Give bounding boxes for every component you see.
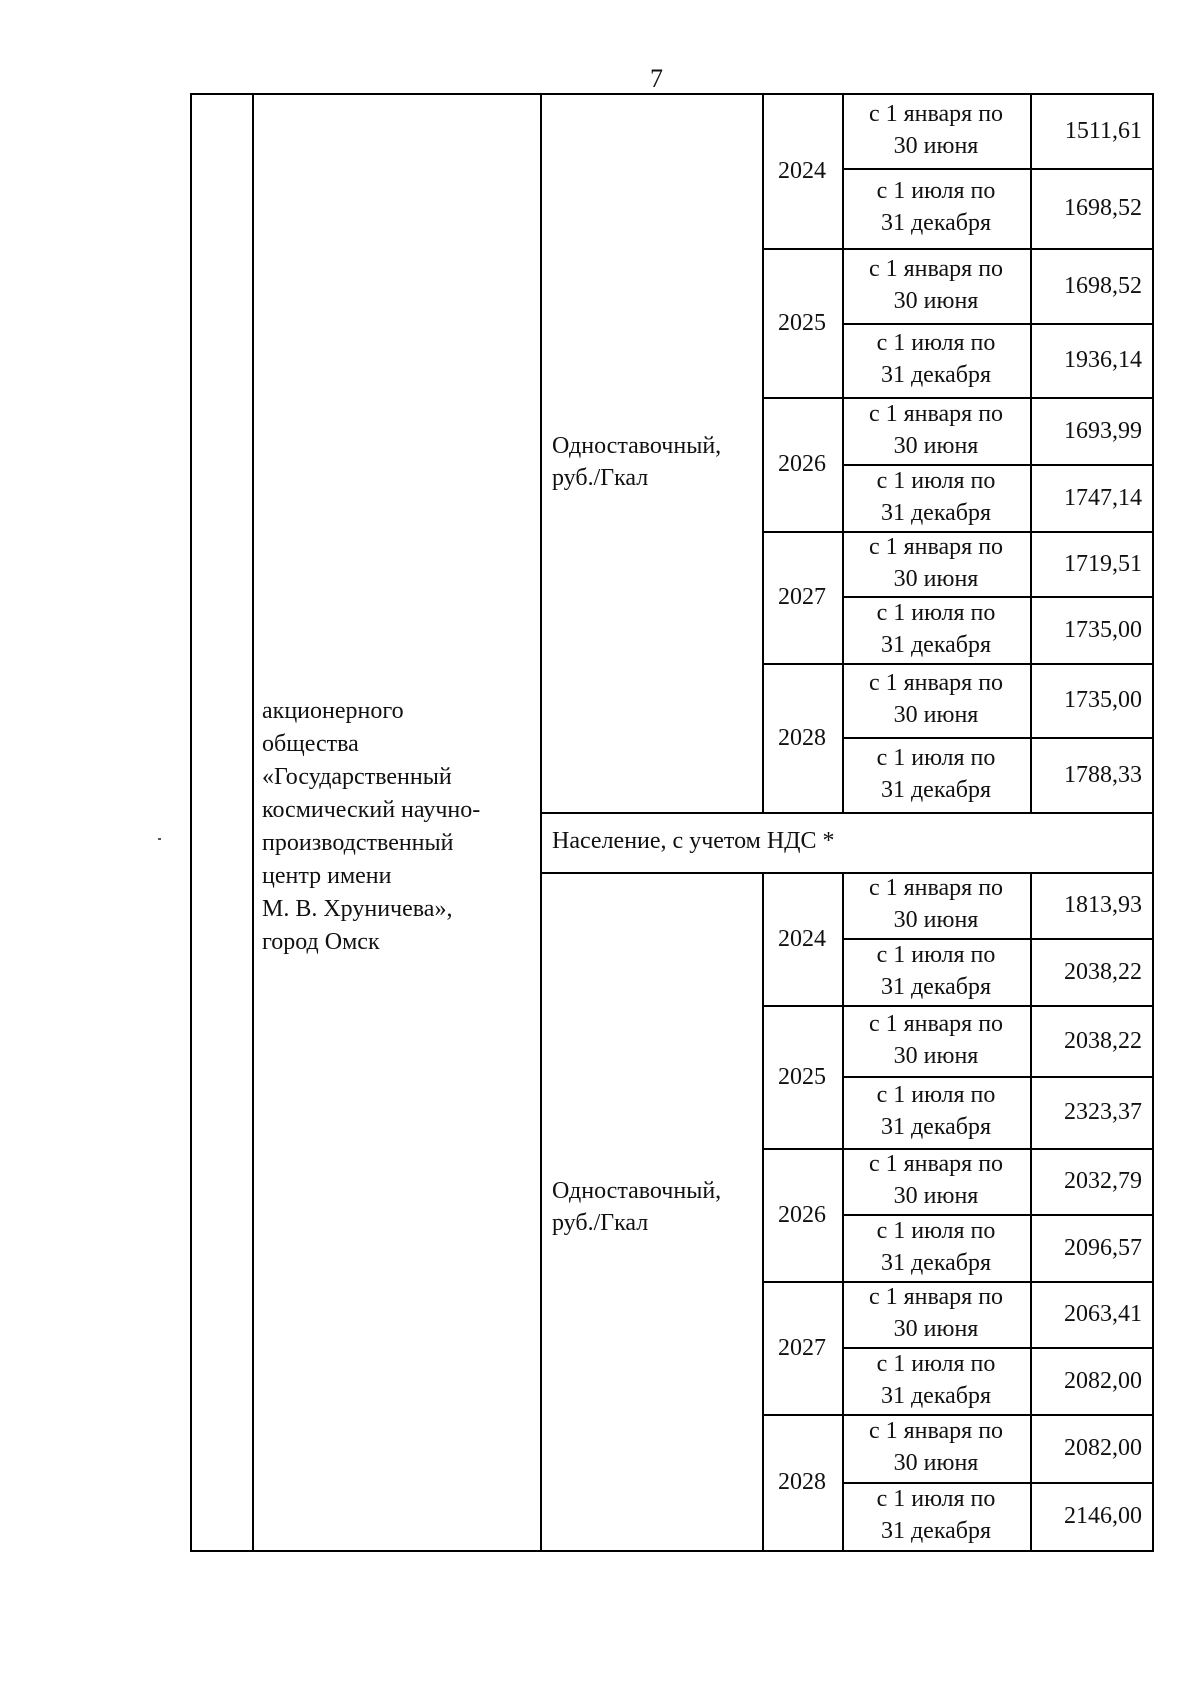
tariff-value: 1511,61 <box>1064 117 1142 144</box>
period-end-line: 31 декабря <box>880 1249 992 1276</box>
period-end-line: 31 декабря <box>880 362 992 388</box>
period-end-line: 30 июня <box>893 907 979 933</box>
period-start-line: с 1 июля по <box>876 178 996 204</box>
table-border-bottom <box>190 1550 1154 1552</box>
period-end-line: 30 июня <box>893 1183 979 1209</box>
period-end-line: 30 июня <box>893 132 979 159</box>
period-end-line: 31 декабря <box>880 1382 992 1409</box>
period-start-line: с 1 июля по <box>876 941 996 968</box>
period-start-line: с 1 января по <box>868 400 1004 427</box>
period-row-divider <box>842 168 1154 170</box>
organization-name-line: «Государственный <box>262 764 452 790</box>
period-end-line: 31 декабря <box>880 499 992 526</box>
tariff-value: 2323,37 <box>1064 1099 1142 1125</box>
period-start-line: с 1 января по <box>868 255 1004 282</box>
period-row-divider <box>842 737 1154 739</box>
period-end-line: 30 июня <box>893 702 979 728</box>
period-start-line: с 1 января по <box>868 875 1004 901</box>
organization-name-line: производственный <box>262 830 454 856</box>
period-start-line: с 1 января по <box>868 1010 1004 1037</box>
organization-name-line: космический научно- <box>262 797 481 823</box>
tariff-value: 2146,00 <box>1064 1503 1142 1529</box>
period-start-line: с 1 июля по <box>876 1350 996 1377</box>
year-label: 2026 <box>778 1201 826 1228</box>
period-start-line: с 1 июля по <box>876 1486 996 1512</box>
table-border-left <box>190 93 192 1552</box>
period-start-line: с 1 января по <box>868 533 1004 560</box>
year-label: 2027 <box>778 1334 826 1361</box>
period-end-line: 31 декабря <box>880 973 992 1000</box>
period-start-line: с 1 января по <box>868 100 1004 127</box>
tariff-value: 2082,00 <box>1064 1435 1142 1461</box>
period-end-line: 30 июня <box>893 432 979 459</box>
tariff-value: 1813,93 <box>1064 892 1142 918</box>
year-label: 2025 <box>778 1063 826 1090</box>
period-end-line: 31 декабря <box>880 1518 992 1544</box>
period-row-divider <box>842 323 1154 325</box>
period-start-line: с 1 июля по <box>876 467 996 494</box>
period-row-divider <box>842 1076 1154 1078</box>
year-label: 2025 <box>778 309 826 336</box>
tariff-value: 2038,22 <box>1064 1027 1142 1054</box>
population-row-top <box>540 812 1154 814</box>
year-label: 2024 <box>778 925 826 952</box>
year-row-divider <box>762 248 1154 250</box>
tariff-value: 1747,14 <box>1064 484 1142 511</box>
period-start-line: с 1 июля по <box>876 1217 996 1244</box>
tariff-value: 1693,99 <box>1064 417 1142 444</box>
tariff-value: 2038,22 <box>1064 958 1142 985</box>
tariff-unit-label: руб./Гкал <box>552 465 649 491</box>
organization-name-line: общества <box>262 731 359 757</box>
period-start-line: с 1 июля по <box>876 744 996 771</box>
period-end-line: 31 декабря <box>880 1114 992 1140</box>
tariff-value: 1788,33 <box>1064 761 1142 788</box>
organization-name-line: город Омск <box>262 929 380 955</box>
tariff-unit-label: руб./Гкал <box>552 1210 649 1236</box>
population-header: Население, с учетом НДС * <box>552 828 835 854</box>
period-start-line: с 1 июля по <box>876 330 996 356</box>
tariff-value: 2082,00 <box>1064 1367 1142 1394</box>
period-end-line: 30 июня <box>893 565 979 592</box>
organization-name-line: центр имени <box>262 863 392 889</box>
tariff-type-label: Одноставочный, <box>552 1178 722 1204</box>
year-row-divider <box>762 663 1154 665</box>
year-label: 2027 <box>778 584 826 610</box>
table-border-right <box>1152 93 1154 1552</box>
period-end-line: 31 декабря <box>880 210 992 236</box>
organization-name-line: акционерного <box>262 698 404 724</box>
page-number: 7 <box>650 64 663 93</box>
tariff-type-label: Одноставочный, <box>552 433 722 459</box>
tariff-value: 1719,51 <box>1064 550 1142 577</box>
period-end-line: 30 июня <box>893 1450 979 1476</box>
tariff-value: 1735,00 <box>1064 616 1142 643</box>
period-end-line: 30 июня <box>893 1316 979 1342</box>
tariff-value: 2096,57 <box>1064 1234 1142 1261</box>
tariff-value: 1698,52 <box>1064 272 1142 299</box>
tariff-value: 2032,79 <box>1064 1168 1142 1194</box>
column-divider-number <box>252 93 254 1552</box>
tariff-value: 2063,41 <box>1064 1301 1142 1327</box>
tariff-value: 1936,14 <box>1064 347 1142 373</box>
tariff-value: 1735,00 <box>1064 687 1142 713</box>
organization-name-line: М. В. Хруничева», <box>262 896 453 922</box>
period-start-line: с 1 января по <box>868 670 1004 696</box>
period-start-line: с 1 января по <box>868 1151 1004 1177</box>
year-label: 2028 <box>778 724 826 751</box>
period-end-line: 31 декабря <box>880 776 992 803</box>
year-label: 2028 <box>778 1469 826 1495</box>
period-start-line: с 1 января по <box>868 1418 1004 1444</box>
tariff-value: 1698,52 <box>1064 195 1142 221</box>
period-start-line: с 1 июля по <box>876 599 996 626</box>
table-border-top <box>190 93 1154 95</box>
year-label: 2026 <box>778 451 826 477</box>
period-start-line: с 1 июля по <box>876 1082 996 1108</box>
period-end-line: 30 июня <box>893 287 979 314</box>
period-start-line: с 1 января по <box>868 1284 1004 1310</box>
period-end-line: 30 июня <box>893 1042 979 1069</box>
period-end-line: 31 декабря <box>880 631 992 658</box>
year-label: 2024 <box>778 157 826 184</box>
